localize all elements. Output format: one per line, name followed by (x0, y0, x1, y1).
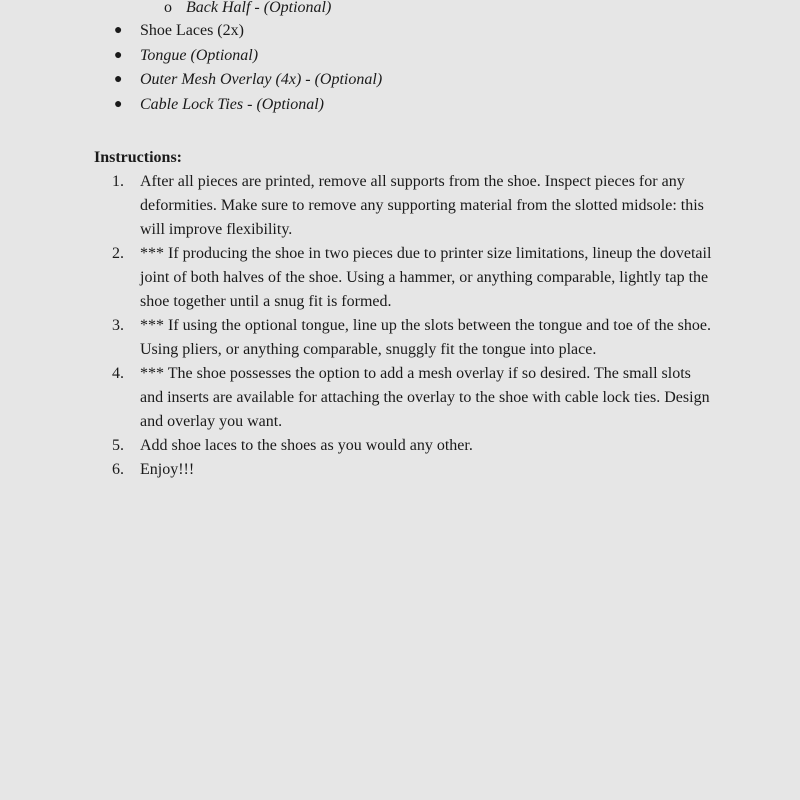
part-label: Cable Lock Ties - (Optional) (140, 95, 324, 113)
bullet-icon: ● (114, 72, 123, 87)
instructions-heading: Instructions: (94, 149, 183, 166)
step-text: *** If producing the shoe in two pieces due to printer size limitations, lineup the dovetail joint of both halves of the shoe. Using a hammer, or anything comparable, lightly tap the shoe together until a snug fit is formed. (140, 245, 712, 310)
instruction-step (112, 458, 712, 482)
bullet-icon: ● (114, 47, 123, 63)
step-number: 3. (112, 317, 124, 334)
instruction-step (112, 434, 712, 458)
step-number: 4. (112, 365, 124, 382)
step-number: 6. (112, 461, 124, 478)
bullet-icon: ● (114, 23, 123, 38)
instruction-step (112, 242, 712, 314)
part-label: Tongue (Optional) (140, 46, 259, 64)
part-label: Shoe Laces (2x) (140, 22, 244, 39)
step-text: Add shoe laces to the shoes as you would any other. (140, 437, 473, 454)
parts-list (114, 19, 382, 117)
sub-bullet-marker: o (164, 0, 172, 16)
parts-list-item (114, 68, 382, 93)
instructions-list (112, 170, 712, 482)
step-text: *** The shoe possesses the option to add a mesh overlay if so desired. The small slots and inserts are available for attaching the overlay to the shoe with cable lock ties. Design and overlay you want. (140, 365, 710, 430)
instruction-step (112, 314, 712, 362)
step-text: After all pieces are printed, remove all supports from the shoe. Inspect pieces for any deformities. Make sure to remove any supporting material from the slotted midsole: this will improve flexibility. (140, 173, 704, 238)
step-text: *** If using the optional tongue, line up the slots between the tongue and toe of the shoe. Using pliers, or anything comparable, snuggly fit the tongue into place. (140, 317, 711, 358)
sub-item-label: Back Half - (Optional) (186, 0, 332, 16)
step-number: 5. (112, 437, 124, 454)
instruction-step (112, 362, 712, 434)
parts-list-item (114, 44, 382, 69)
step-number: 1. (112, 173, 124, 190)
parts-list-item (114, 93, 382, 118)
step-number: 2. (112, 245, 124, 262)
part-label: Outer Mesh Overlay (4x) - (Optional) (140, 71, 383, 88)
bullet-icon: ● (114, 96, 123, 112)
instruction-step (112, 170, 712, 242)
parts-list-item (114, 19, 382, 44)
sub-list-item (164, 0, 331, 20)
parts-sub-list (164, 0, 331, 20)
step-text: Enjoy!!! (140, 461, 195, 478)
